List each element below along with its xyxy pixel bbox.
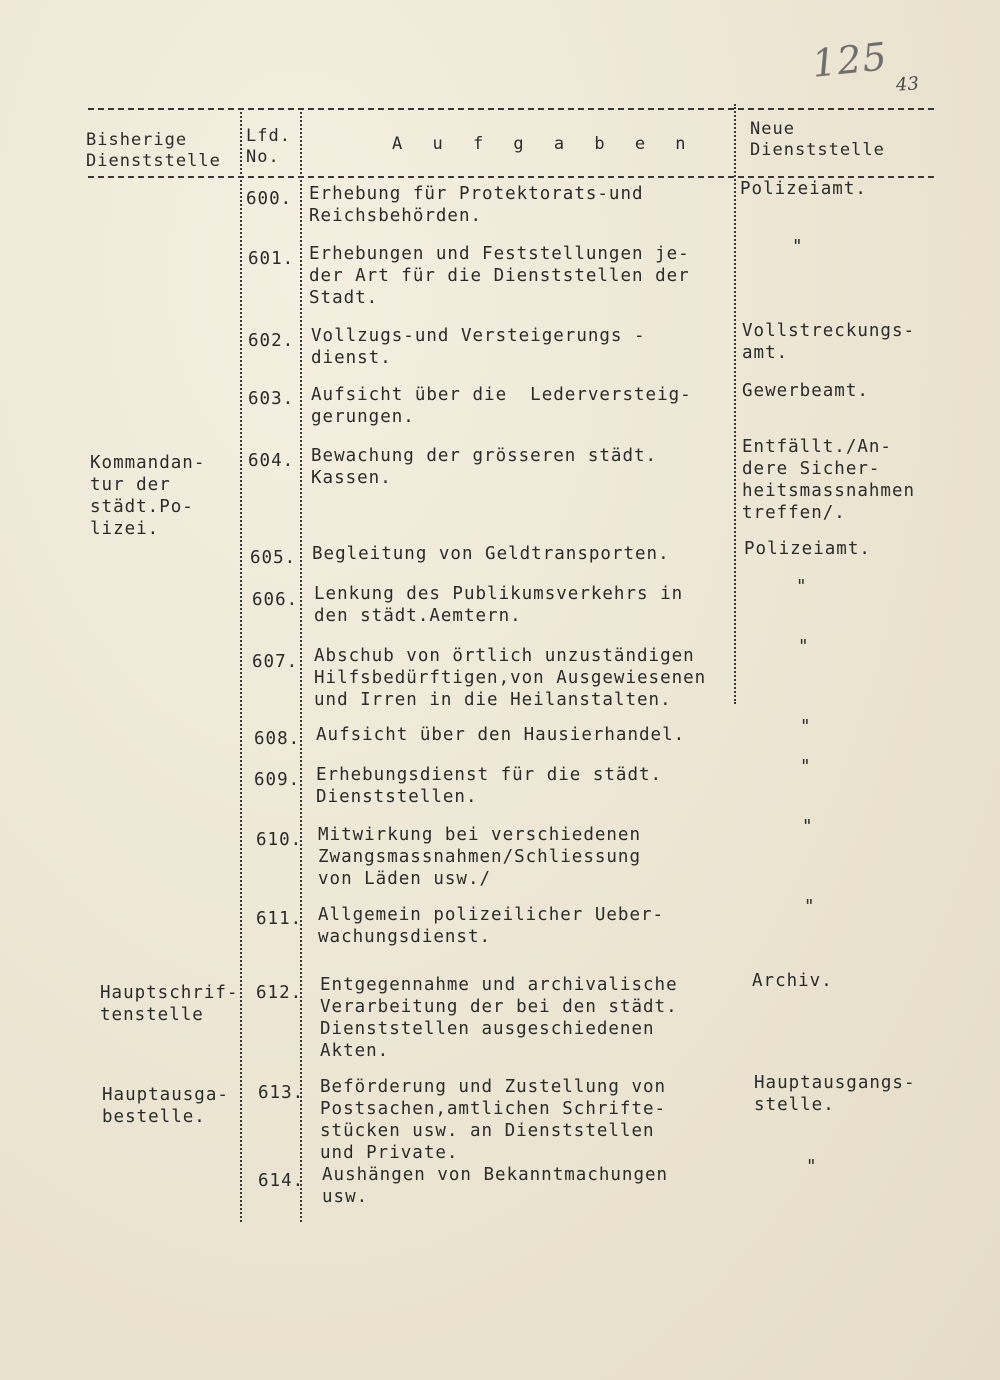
group-hauptschriftenstelle: Hauptschrif- tenstelle [100,983,239,1025]
row-number: 600. [246,189,293,209]
row-number: 604. [248,451,295,471]
row-task: Bewachung der grösseren städt. Kassen. [311,446,658,488]
row-number: 602. [248,331,295,351]
row-new-office: " [792,237,804,257]
row-task: Aufsicht über den Hausierhandel. [316,725,686,745]
row-new-office: Entfällt./An- dere Sicher- heitsmassnahmen treffen/. [742,437,916,523]
row-number: 603. [248,389,295,409]
row-number: 609. [254,770,301,790]
header-old-office: Bisherige Dienststelle [86,130,221,171]
row-new-office: " [806,1157,818,1177]
secondary-page-number: 43 [895,73,920,96]
column-divider-3 [734,104,736,704]
row-task: Vollzugs-und Versteigerungs - dienst. [311,326,646,368]
row-number: 612. [256,983,303,1003]
row-task: Mitwirkung bei verschiedenen Zwangsmassnahmen/Schliessung von Läden usw./ [318,825,642,889]
row-new-office: Gewerbeamt. [742,381,869,401]
row-new-office: Polizeiamt. [740,179,867,199]
handwritten-page-number: 125 [809,34,890,86]
row-new-office: Vollstreckungs- amt. [742,321,916,363]
row-number: 601. [248,249,295,269]
header-serial-number: Lfd. No. [246,126,291,167]
row-number: 614. [258,1171,305,1191]
row-task: Begleitung von Geldtransporten. [312,544,670,564]
row-new-office: Hauptausgangs- stelle. [754,1073,916,1115]
row-new-office: Archiv. [752,971,833,991]
row-new-office: Polizeiamt. [744,539,871,559]
row-task: Beförderung und Zustellung von Postsachen,amtlichen Schrifte- stücken usw. an Dienststellen und Private. [320,1077,667,1163]
row-number: 610. [256,830,303,850]
row-new-office: " [804,897,816,917]
column-divider-1 [240,112,242,1222]
column-divider-2 [300,112,302,1222]
row-number: 606. [252,590,299,610]
row-task: Allgemein polizeilicher Ueber- wachungsdienst. [318,905,665,947]
row-new-office: " [800,757,812,777]
header-new-office: Neue Dienststelle [750,119,885,160]
row-number: 611. [256,909,303,929]
row-task: Lenkung des Publikumsverkehrs in den städt.Aemtern. [314,584,684,626]
row-number: 608. [254,729,301,749]
row-task: Abschub von örtlich unzuständigen Hilfsbedürftigen,von Ausgewiesenen und Irren in die Heilanstalten. [314,646,707,710]
row-number: 613. [258,1083,305,1103]
group-hauptausgabestelle: Hauptausga- bestelle. [102,1085,229,1127]
row-task: Erhebung für Protektorats-und Reichsbehörden. [309,184,644,226]
row-new-office: " [800,717,812,737]
row-task: Erhebungen und Feststellungen je- der Art für die Dienststellen der Stadt. [309,244,690,308]
row-task: Entgegennahme und archivalische Verarbeitung der bei den städt. Dienststellen ausgeschiedenen Akten. [320,975,678,1061]
table-top-rule [88,108,934,110]
group-kommandantur: Kommandan- tur der städt.Po- lizei. [90,453,206,539]
row-new-office: " [796,577,808,597]
row-new-office: " [802,817,814,837]
row-task: Aufsicht über die Lederversteig- gerungen. [311,385,692,427]
row-task: Erhebungsdienst für die städt. Dienststellen. [316,765,663,807]
row-task: Aushängen von Bekanntmachungen usw. [322,1165,669,1207]
header-tasks: A u f g a b e n [392,134,696,154]
row-number: 607. [252,652,299,672]
row-new-office: " [798,637,810,657]
row-number: 605. [250,548,297,568]
